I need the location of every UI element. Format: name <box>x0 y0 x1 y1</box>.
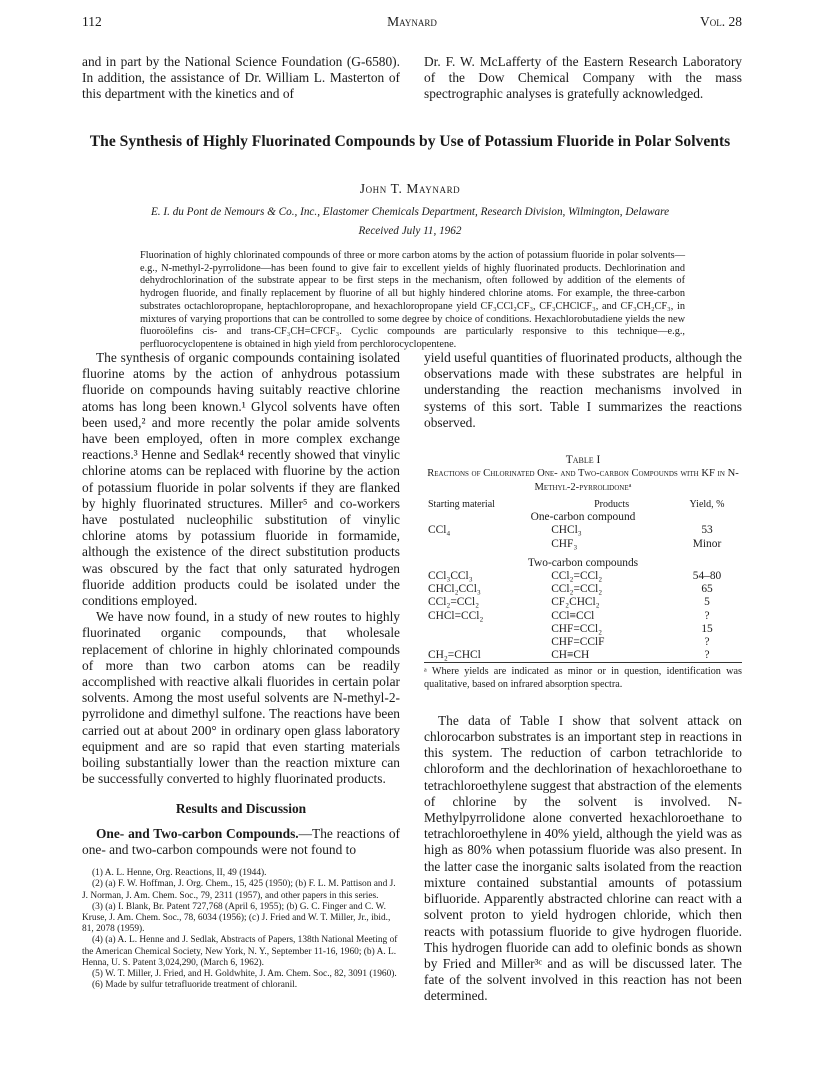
table-cell: CH≡CH <box>551 649 590 662</box>
table-cell: CCl₂=CCl₂ <box>551 583 603 596</box>
reference-item: (4) (a) A. L. Henne and J. Sedlak, Abstracts of Papers, 138th National Meeting of the American Chemical Society, New York, N. Y., September 11-16, 1960; (b) A. L. Henna, U. S. Patent 3,024,290, (March 6, 1962). <box>82 935 398 968</box>
reference-item: (2) (a) F. W. Hoffman, J. Org. Chem., 15, 425 (1950); (b) F. L. M. Pattison and J. J. Norman, J. Am. Chem. Soc., 79, 2311 (1957), and other papers in this series. <box>82 879 396 901</box>
table-cell: ? <box>704 609 710 622</box>
reference-item: (5) W. T. Miller, J. Fried, and H. Goldwhite, J. Am. Chem. Soc., 82, 3091 (1960). <box>92 968 397 979</box>
table-cell: 5 <box>704 596 710 609</box>
body-paragraph: The synthesis of organic compounds containing isolated fluorine atoms by the action of anhydrous potassium fluoride on compounds having suitably reactive chlorine atoms has long been known.¹ Glycol solvents have often been used,² and more recently the polar amide solvents have been employed, often in more complex exchange reactions.³ Henne and Sedlak⁴ recently showed that vinylic chlorine atoms can be replaced with fluorine by the action of potassium fluoride in polar solvents if they are flanked by highly fluorinated structures. Miller⁵ and co-workers have postulated nucleophilic substitution of vinylic chlorine atoms by potassium fluoride in formamide, although the existence of the direct substitution products was obscured by the fact that only saturated hydrogen fluoride addition products could be isolated under the conditions employed. <box>82 350 400 609</box>
running-header <box>82 14 742 36</box>
references <box>82 868 400 991</box>
reference-item: (3) (a) I. Blank, Br. Patent 727,768 (April 6, 1955); (b) G. C. Finger and C. W. Kruse, J. Am. Chem. Soc., 78, 6034 (1956); (c) J. Fried and W. T. Miller, Jr., ibid., 81, 2078 (1959). <box>82 901 391 935</box>
volume-label: Vol. 28 <box>700 14 742 29</box>
table-cell: 54–80 <box>692 570 722 583</box>
body-paragraph: The data of Table I show that solvent attack on chlorocarbon substrates is an important step in reactions in this system. The reduction of carbon tetrachloride to chloroform and the dechlorination of hexachloroethane to tetrachloroethylene suggest that abstraction of the elements of chlorine by the solvent is involved. N-Methylpyrrolidone alone converted hexachloroethane to tetrachloroethylene in 40% yield, although the yield was as high as 80% when potassium fluoride was also present. In the latter case the inorganic salts isolated from the reaction mixture contained substantial amounts of potassium bifluoride. Apparently abstracted chlorine can react with a solvent proton to yield hydrogen chloride, which then reacts with potassium fluoride to give hydrogen fluoride. This hydrogen fluoride can add to olefinic bonds as shown by Fried and Miller³ᶜ and as will be discussed later. The fate of the solvent involved in this reaction has not been determined. <box>424 712 742 1004</box>
table-cell: CCl≡CCl <box>551 609 595 622</box>
table-footnote: ᵃ Where yields are indicated as minor or in question, identification was qualitative, based on infrared absorption spectra. <box>424 666 742 690</box>
body-right-column <box>424 350 742 1005</box>
body-left-column <box>82 350 400 991</box>
table-header-row <box>424 498 742 511</box>
top-text-left <box>82 54 400 103</box>
table-cell: ? <box>704 636 710 649</box>
table-cell: CCl₂=CCl₂ <box>428 596 480 609</box>
page-number: 112 <box>82 14 102 29</box>
data-table <box>424 498 742 662</box>
table-group-label: One-carbon compound <box>530 511 636 524</box>
table-label: Table I <box>565 454 601 467</box>
table-row <box>424 524 742 537</box>
abstract: Fluorination of highly chlorinated compounds of three or more carbon atoms by the action of potassium fluoride in polar solvents—e.g., N-methyl-2-pyrrolidone—has been found to give fair to excellent yields of highly fluorinated products. Dechlorination and dehydrochlorination of the substrate appear to be first steps in the mechanism, often followed by addition of the elements of hydrogen fluoride, and finally replacement by fluorine of all but highly hindered chlorine atoms. For example, the three-carbon substrates octachloropropane, heptachloropropane, and hexachloropropane yield CF₃CCl₂CF₃, CF₃CHClCF₃, and CF₃CH₂CF₃, in mixtures of varying proportions that can be controlled to some degree by choice of conditions. Hexachlorobutadiene yields the new fluoroölefins cis- and trans-CF₃CH=CFCF₃. Cyclic compounds are particularly responsive to this technique—e.g., perfluorocyclopentene is obtained in high yield from perchlorocyclopentene. <box>140 250 685 350</box>
table-caption: Reactions of Chlorinated One- and Two-carbon Compounds with KF in N-Methyl-2-pyrrolidoneᵃ <box>427 468 739 494</box>
table-cell: CHCl=CCl₂ <box>428 609 484 622</box>
table-cell: CHF=CCl₂ <box>551 622 603 635</box>
running-title: Maynard <box>387 14 437 29</box>
table-cell: CH₂=CHCl <box>428 649 481 662</box>
body-paragraph: We have now found, in a study of new routes to highly fluorinated organic compounds, that wholesale replacement of chlorine in highly chlorinated compounds of more than two carbon atoms can be readily accomplished with reactive alkali fluorides in certain polar solvents. Among the most useful solvents are N-methyl-2-pyrrolidone and dimethyl sulfone. The reactions have been carried out at about 200° in ordinary open glass laboratory equipment and are so rapid that even starting materials boiling substantially lower than the reaction mixture can be successfully converted to highly fluorinated products. <box>82 609 400 787</box>
article-author: John T. Maynard <box>359 181 461 196</box>
table-row <box>424 610 742 623</box>
table-group-label: Two-carbon compounds <box>527 556 639 569</box>
article-affiliation: E. I. du Pont de Nemours & Co., Inc., Elastomer Chemicals Department, Research Division, Wilmington, Delaware <box>150 206 670 218</box>
table-row <box>424 538 742 551</box>
table-cell: CHCl₃ <box>551 524 582 537</box>
column-header: Starting material <box>428 499 495 511</box>
table-cell: CF₂CHCl₂ <box>551 596 600 609</box>
reference-item: (1) A. L. Henne, Org. Reactions, II, 49 (1944). <box>92 868 267 879</box>
table-cell <box>424 623 551 636</box>
paragraph-text: —The reactions of one- and two-carbon compounds were not found to <box>82 825 400 857</box>
table-cell: ? <box>704 649 710 662</box>
table-row <box>424 570 742 583</box>
table-row <box>424 596 742 609</box>
table-cell: CCl₄ <box>428 524 451 537</box>
table-cell: CCl₃CCl₃ <box>428 570 473 583</box>
table-cell <box>424 636 551 649</box>
table-cell: 53 <box>701 524 713 537</box>
table-cell: CHF₃ <box>551 537 578 550</box>
table-bottom-rule <box>424 662 742 663</box>
section-heading: Results and Discussion <box>175 801 307 817</box>
table-cell: 15 <box>701 622 713 635</box>
column-header: Products <box>594 499 630 511</box>
table-1 <box>424 453 742 691</box>
reference-item: (6) Made by sulfur tetrafluoride treatment of chloranil. <box>92 980 298 991</box>
table-cell: Minor <box>692 537 722 550</box>
received-date: Received July 11, 1962 <box>358 225 462 237</box>
table-cell: 65 <box>701 583 713 596</box>
table-cell: CHF=CClF <box>551 636 605 649</box>
table-cell: CCl₂=CCl₂ <box>551 570 603 583</box>
body-paragraph: yield useful quantities of fluorinated products, although the observations made with these substrates are helpful in understanding the reaction mechanisms involved in systems of this sort. Table I summarizes the reactions observed. <box>424 350 742 430</box>
table-cell <box>424 538 551 551</box>
top-right-paragraph: Dr. F. W. McLafferty of the Eastern Research Laboratory of the Dow Chemical Company with the mass spectrographic analyses is gratefully acknowledged. <box>424 54 742 102</box>
column-header: Yield, % <box>689 499 725 511</box>
table-row <box>424 623 742 636</box>
body-paragraph <box>82 826 400 858</box>
table-cell: CHCl₂CCl₃ <box>428 583 481 596</box>
top-left-paragraph: and in part by the National Science Foundation (G-6580). In addition, the assistance of Dr. William L. Masterton of this department with the kinetics and of <box>82 54 400 102</box>
article-title: The Synthesis of Highly Fluorinated Compounds by Use of Potassium Fluoride in Polar Solvents <box>89 133 731 150</box>
table-row <box>424 583 742 596</box>
top-text-right <box>424 54 742 103</box>
table-row <box>424 649 742 662</box>
table-row <box>424 636 742 649</box>
paragraph-lead: One- and Two-carbon Compounds. <box>96 825 299 841</box>
